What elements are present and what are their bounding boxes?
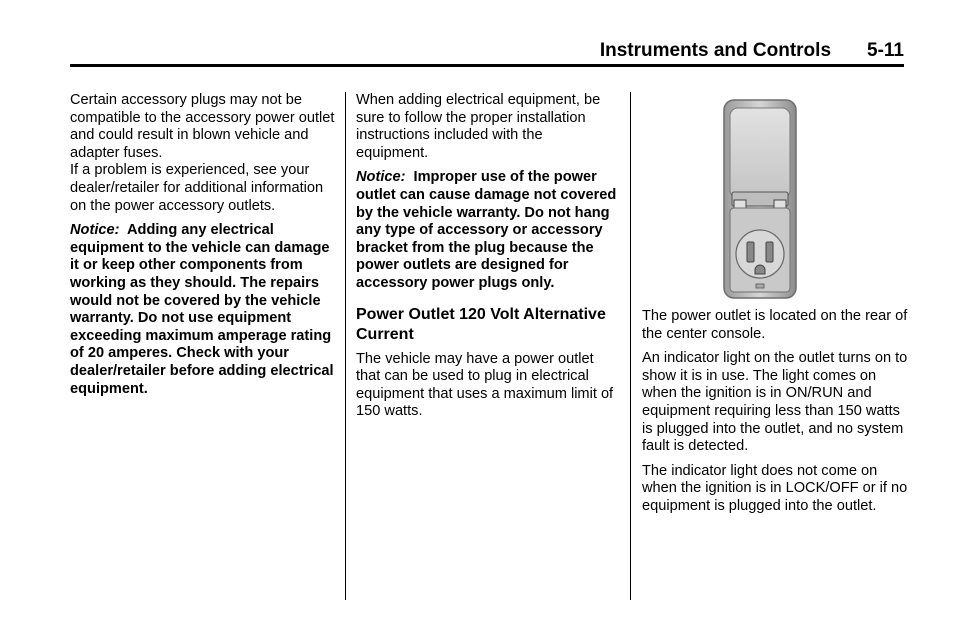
- page-number: 5-11: [867, 40, 904, 61]
- notice-block: [356, 169, 618, 292]
- page-header: [70, 38, 904, 64]
- notice-text: Improper use of the power outlet can cause damage not covered by the vehicle warranty. Do not hang any type of accessory or accessory bracket from the plug because the power outlets are designed for accessory power plugs only.: [356, 169, 617, 291]
- notice-label: Notice:: [70, 222, 120, 239]
- paragraph: Certain accessory plugs may not be compatible to the accessory power outlet and could result in blown vehicle and adapter fuses.: [70, 92, 335, 161]
- column-divider-1: [345, 92, 346, 600]
- paragraph: The indicator light does not come on when the ignition is in LOCK/OFF or if no equipment is plugged into the outlet.: [642, 462, 908, 514]
- column-3: [642, 308, 908, 523]
- paragraph: When adding electrical equipment, be sure to follow the proper installation instructions included with the equipment.: [356, 92, 601, 161]
- subheading: Power Outlet 120 Volt Alternative Current: [356, 305, 606, 343]
- paragraph: An indicator light on the outlet turns on to show it is in use. The light comes on when the ignition is in ON/RUN and equipment requiring less than 150 watts is plugged into the outlet, and no system fault is detected.: [642, 350, 908, 455]
- column-2: [356, 92, 618, 428]
- paragraph: The vehicle may have a power outlet that can be used to plug in electrical equipment that uses a maximum limit of 150 watts.: [356, 350, 614, 420]
- column-1: [70, 92, 335, 405]
- section-title: Instruments and Controls: [599, 40, 832, 61]
- notice-block: [70, 222, 335, 398]
- power-outlet-illustration-icon: [722, 96, 798, 302]
- power-outlet-drawing: [722, 96, 798, 302]
- paragraph: The power outlet is located on the rear of the center console.: [642, 308, 908, 342]
- notice-label: Notice:: [356, 169, 406, 186]
- header-rule: [70, 64, 904, 67]
- paragraph: If a problem is experienced, see your dealer/retailer for additional information on the power accessory outlets.: [70, 162, 324, 214]
- column-divider-2: [630, 92, 631, 600]
- notice-text: Adding any electrical equipment to the vehicle can damage it or keep other components from working as they should. The repairs would not be covered by the vehicle warranty. Do not use equipment exceeding maximum amperage rating of 20 amperes. Check with your dealer/retailer before adding electrical equipment.: [70, 222, 334, 397]
